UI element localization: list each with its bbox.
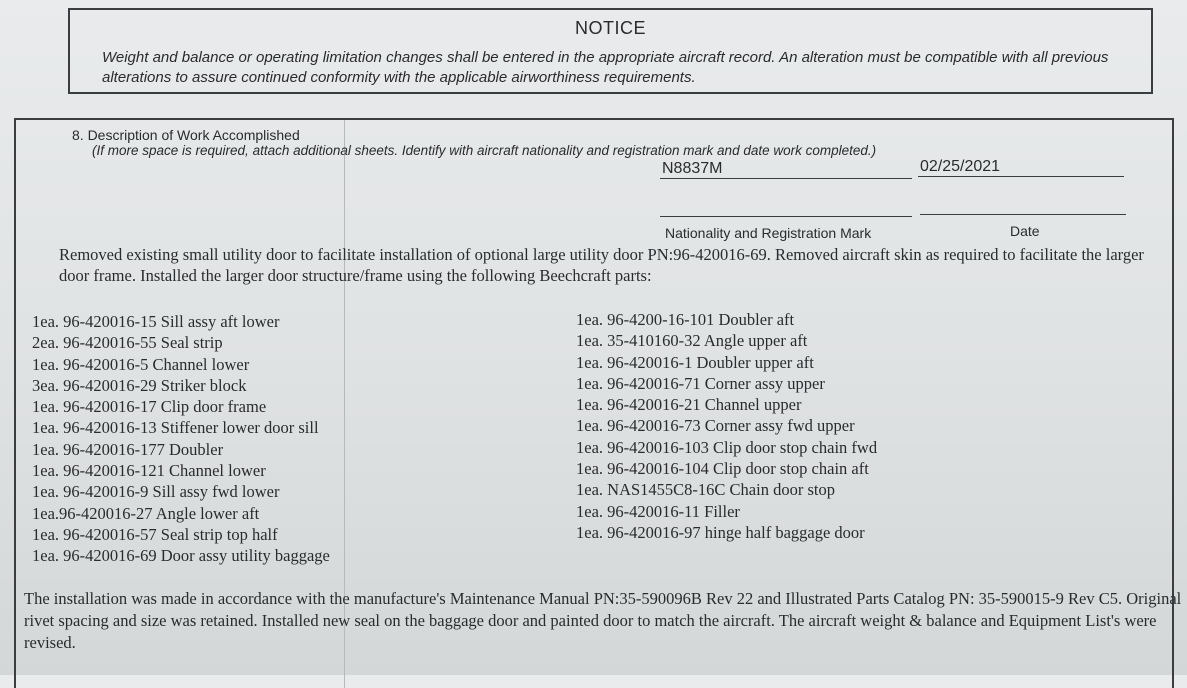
part-item: 1ea. 96-420016-21 Channel upper [576, 395, 802, 415]
notice-text: Weight and balance or operating limitation changes shall be entered in the appropriate aircraft record. An alteration must be compatible with all previous alterations to assure continued conformity with the applicable airworthiness requirements. [102, 49, 1109, 86]
section-subheading: (If more space is required, attach additional sheets. Identify with aircraft nationality and registration mark and date work completed.) [92, 143, 877, 158]
parts-list-left [32, 311, 330, 567]
notice-box [68, 8, 1153, 94]
notice-title: NOTICE [574, 18, 646, 38]
date-underline [918, 176, 1124, 177]
part-item: 1ea.96-420016-27 Angle lower aft [32, 503, 260, 523]
part-item: 1ea. 96-420016-177 Doubler [32, 439, 224, 459]
part-item: 1ea. 96-420016-9 Sill assy fwd lower [32, 482, 280, 502]
part-item: 1ea. NAS1455C8-16C Chain door stop [576, 480, 835, 500]
parts-list-right [576, 309, 877, 543]
part-item: 1ea. 96-420016-17 Clip door frame [32, 397, 267, 417]
part-item: 1ea. 96-420016-69 Door assy utility baggage [32, 546, 330, 566]
registration-line-2 [660, 216, 912, 217]
section-heading: 8. Description of Work Accomplished [72, 127, 300, 143]
part-item: 1ea. 96-420016-57 Seal strip top half [32, 524, 278, 544]
registration-mark-value: N8837M [662, 160, 723, 177]
part-item: 1ea. 96-420016-1 Doubler upper aft [576, 352, 814, 372]
part-item: 3ea. 96-420016-29 Striker block [32, 375, 247, 395]
part-item: 1ea. 96-420016-121 Channel lower [32, 461, 266, 481]
date-line-2 [920, 214, 1126, 215]
registration-underline [660, 178, 912, 179]
part-item: 1ea. 96-420016-5 Channel lower [32, 354, 250, 374]
part-item: 2ea. 96-420016-55 Seal strip [32, 333, 223, 353]
part-item: 1ea. 96-420016-104 Clip door stop chain aft [576, 459, 869, 479]
date-value: 02/25/2021 [920, 158, 1001, 175]
part-item: 1ea. 35-410160-32 Angle upper aft [576, 331, 808, 351]
part-item: 1ea. 96-420016-97 hinge half baggage door [576, 522, 865, 542]
part-item: 1ea. 96-420016-103 Clip door stop chain fwd [576, 437, 878, 457]
part-item: 1ea. 96-420016-71 Corner assy upper [576, 373, 825, 393]
registration-label: Nationality and Registration Mark [665, 225, 872, 241]
work-description-closing: The installation was made in accordance with the manufacture's Maintenance Manual PN:35-590096B Rev 22 and Illustrated Parts Catalog PN: 35-590015-9 Rev C5. Original rivet spacing and size was retained. Installed new seal on the baggage door and painted door to match the aircraft. The aircraft weight & balance and Equipment List's were revised. [24, 589, 1182, 652]
part-item: 1ea. 96-420016-15 Sill assy aft lower [32, 312, 280, 331]
work-description-intro: Removed existing small utility door to facilitate installation of optional large utility door PN:96-420016-69. Removed aircraft skin as required to facilitate the larger door frame. Installed the larger door structure/frame using the following Beechcraft parts: [59, 245, 1144, 285]
part-item: 1ea. 96-420016-11 Filler [576, 501, 740, 521]
part-item: 1ea. 96-420016-73 Corner assy fwd upper [576, 416, 855, 436]
part-item: 1ea. 96-420016-13 Stiffener lower door sill [32, 418, 319, 438]
date-label: Date [1010, 223, 1040, 239]
part-item: 1ea. 96-4200-16-101 Doubler aft [576, 310, 795, 329]
